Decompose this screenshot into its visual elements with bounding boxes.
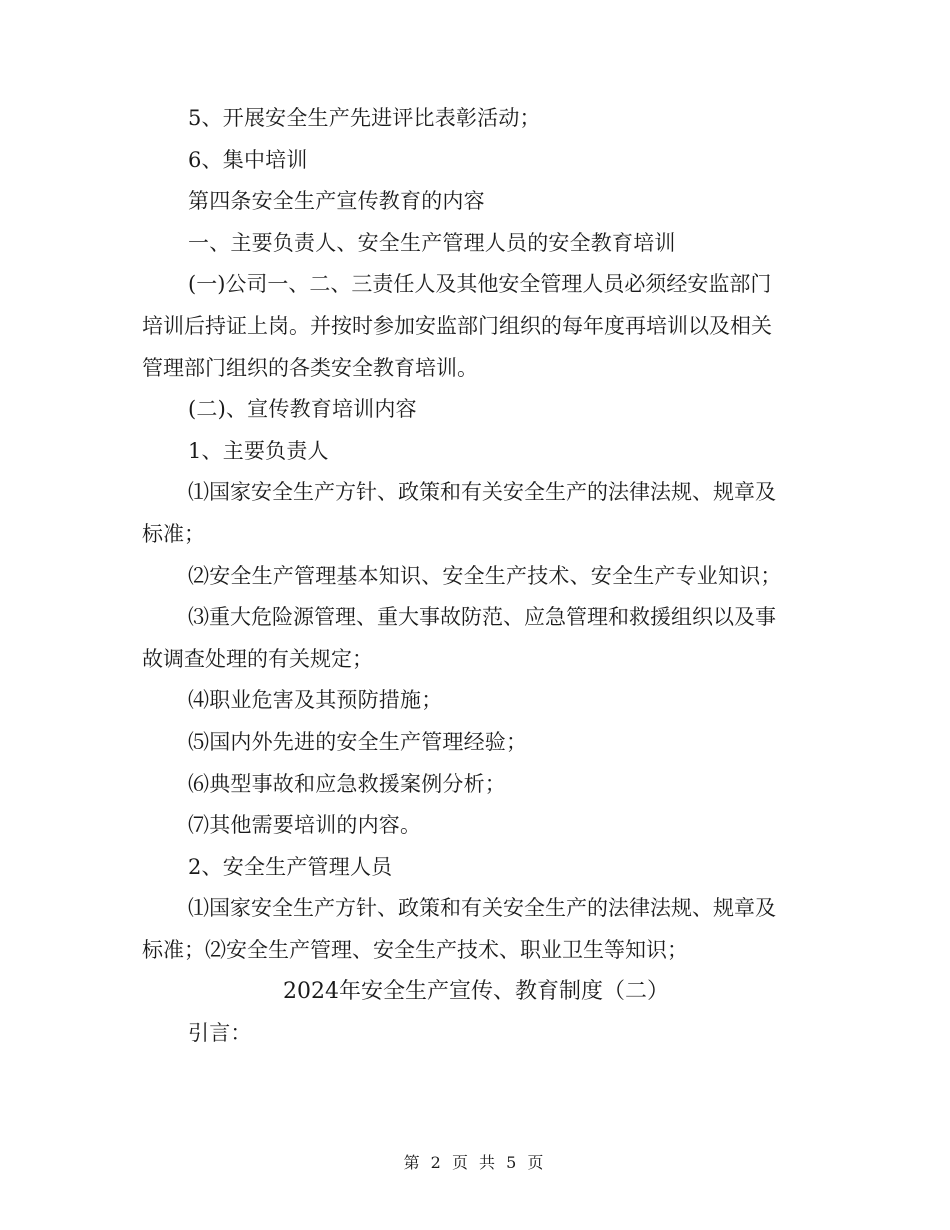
document-section-title: 2024年安全生产宣传、教育制度（二） xyxy=(283,979,669,1005)
list-item: ⑷职业危害及其预防措施； xyxy=(188,688,443,713)
paragraph-line: ⑴国家安全生产方针、政策和有关安全生产的法律法规、规章及 xyxy=(188,480,776,505)
list-item: ⑺其他需要培训的内容。 xyxy=(188,813,422,838)
list-item: ⑵安全生产管理基本知识、安全生产技术、安全生产专业知识； xyxy=(188,563,782,588)
list-item: ⑸国内外先进的安全生产管理经验； xyxy=(188,729,528,754)
list-item: ⑹典型事故和应急救援案例分析； xyxy=(188,771,506,796)
paragraph-line: ⑴国家安全生产方针、政策和有关安全生产的法律法规、规章及 xyxy=(188,896,776,921)
paragraph-line: 培训后持证上岗。并按时参加安监部门组织的每年度再培训以及相关 xyxy=(142,313,772,338)
paragraph-line: ⑶重大危险源管理、重大事故防范、应急管理和救援组织以及事 xyxy=(188,605,776,630)
paragraph-line: 管理部门组织的各类安全教育培训。 xyxy=(142,355,478,380)
paragraph xyxy=(142,888,810,971)
list-item: 6、集中培训 xyxy=(188,147,308,172)
article-heading: 第四条安全生产宣传教育的内容 xyxy=(188,189,485,214)
paragraph xyxy=(142,597,810,680)
list-heading: 2、安全生产管理人员 xyxy=(188,854,393,879)
paragraph-line: 标准；⑵安全生产管理、安全生产技术、职业卫生等知识； xyxy=(142,937,688,962)
paragraph-line: 故调查处理的有关规定； xyxy=(142,646,373,671)
paragraph-line: 标准； xyxy=(142,521,205,546)
section-heading: 一、主要负责人、安全生产管理人员的安全教育培训 xyxy=(188,230,676,255)
list-item: 5、开展安全生产先进评比表彰活动； xyxy=(188,106,541,130)
page-footer: 第 2 页 共 5 页 xyxy=(403,1153,547,1172)
subsection-heading: (二)、宣传教育培训内容 xyxy=(188,397,417,422)
paragraph xyxy=(142,472,810,555)
intro-label: 引言： xyxy=(188,1021,252,1046)
list-heading: 1、主要负责人 xyxy=(188,438,329,463)
paragraph-line: (一)公司一、二、三责任人及其他安全管理人员必须经安监部门 xyxy=(188,272,772,297)
document-body xyxy=(142,98,810,1055)
paragraph xyxy=(142,264,810,389)
